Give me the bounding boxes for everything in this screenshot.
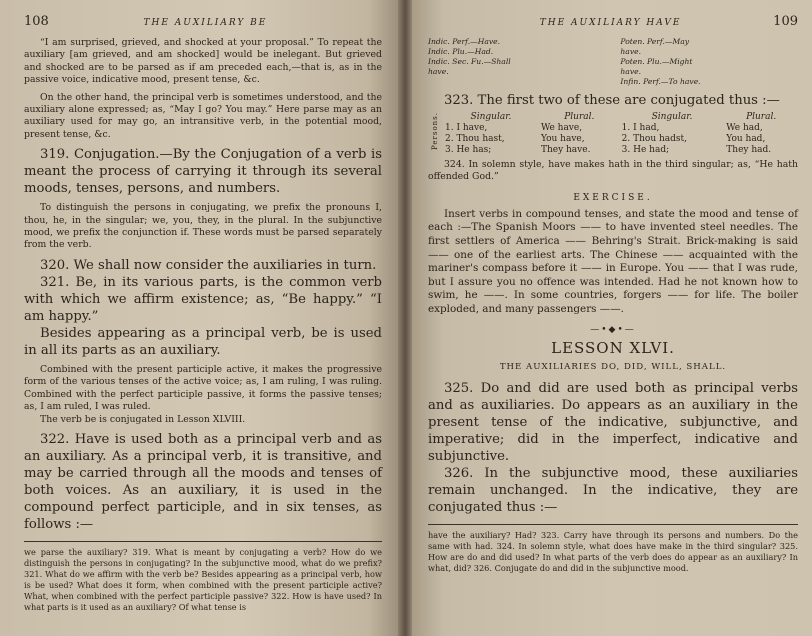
persons-label: Persons. — [431, 112, 439, 151]
conj-header: Plural. — [564, 112, 595, 122]
ornament-divider: —•◆•— — [590, 324, 636, 335]
left-running-head — [24, 14, 382, 29]
left-paragraph-2: On the other hand, the principal verb is sometimes understood, and the auxiliary alone expressed; as, “May I go? You may.” Here parse may as an auxiliary used for may go, an intransitive verb, in the potential mood, present tense, &c. — [24, 91, 382, 140]
lesson-subheading: THE AUXILIARIES DO, DID, WILL, SHALL. — [499, 361, 727, 372]
left-page — [0, 0, 400, 636]
exercise-text: Insert verbs in compound tenses, and state the mood and tense of each :—The Spanish Moors —— to have invented steel needles. The first settlers of America —— Behring's Strait. Brick-making is said —— one of the earliest arts. The Chinese —— acquainted with the mariner's compass before it —— in Europe. You —— that I was rude, but I assure you no offence was intended. Had he not known how to swim, he ——. In some countries, forgers —— for life. The boiler exploded, and many passengers ——. — [428, 207, 798, 315]
left-paragraph-4: To distinguish the persons in conjugating, we prefix the pronouns I, thou, he, in the singular; we, you, they, in the plural. In the subjunctive mood, we prefix the conjunction if. These words must be parsed separately from the verb. — [24, 202, 382, 251]
table-row — [428, 134, 798, 145]
lesson-heading: LESSON XLVI. — [551, 338, 675, 357]
right-footnote: have the auxiliary? Had? 323. Carry have through its persons and numbers. Do the same with had. 324. In solemn style, what does have make in the third singular? 325. How are do and did used? In what parts of the verb does do appear as an auxiliary? In what, did? 326. Conjugate do and did in the subjunctive mood. — [428, 529, 798, 573]
tense-forms — [428, 37, 798, 87]
section-322: 322. Have is used both as a principal verb and as an auxiliary. As a principal verb, it is transitive, and may be carried through all the moods and tenses of both voices. As an auxiliary, it is used in the compound perfect participle, and in six tenses, as follows :— — [24, 431, 382, 532]
section-321: 321. Be, in its various parts, is the common verb with which we affirm existence; as, “Be happy.” “I am happy.” — [24, 274, 382, 324]
tense-form: Poten. Plu.—Might have. — [620, 57, 693, 76]
conj-cell: You have, — [540, 134, 585, 144]
tense-forms-left — [428, 37, 606, 87]
left-paragraph-9: The verb be is conjugated in Lesson XLVIII. — [40, 413, 246, 425]
table-row — [428, 123, 798, 134]
table-row — [428, 145, 798, 156]
left-paragraph-8: Combined with the present participle active, it makes the progressive form of the various tenses of the active voice; as, I am ruling, I was ruling. Combined with the perfect participle passive, it forms the passive tenses; as, I am ruled, I was ruled. — [24, 363, 382, 413]
conj-cell: 3. He had; — [621, 145, 670, 155]
left-paragraph-7: Besides appearing as a principal verb, be is used in all its parts as an auxiliary. — [24, 325, 382, 358]
right-footnote-rule — [428, 524, 798, 525]
conj-cell: 1. I have, — [445, 123, 488, 133]
conj-cell: They have. — [540, 145, 591, 155]
left-running-title: THE AUXILIARY BE — [143, 18, 268, 28]
section-323: 323. The first two of these are conjugated thus :— — [444, 93, 780, 108]
right-page — [412, 0, 812, 636]
tense-forms-right — [620, 37, 798, 87]
left-page-number: 108 — [24, 14, 49, 29]
section-319: 319. Conjugation.—By the Conjugation of a verb is meant the process of carrying it through its several moods, tenses, persons, and numbers. — [24, 147, 382, 197]
conj-cell: We had, — [726, 123, 763, 133]
section-320: 320. We shall now consider the auxiliaries in turn. — [40, 257, 377, 273]
conj-header: Plural. — [746, 112, 777, 122]
right-page-number: 109 — [773, 14, 798, 29]
left-paragraph-1: “I am surprised, grieved, and shocked at your proposal.” To repeat the auxiliary [am grieved, and am shocked] would be inelegant. But grieved and shocked are to be parsed as if am preceded each,—that is, as in the passive voice, indicative mood, present tense, &c. — [24, 37, 382, 86]
conj-header: Singular. — [470, 112, 512, 122]
section-326: 326. In the subjunctive mood, these auxiliaries remain unchanged. In the indicative, they are conjugated thus :— — [428, 465, 798, 515]
exercise-heading: EXERCISE. — [573, 192, 653, 203]
conj-cell: You had, — [726, 134, 766, 144]
conj-cell: They had. — [726, 145, 772, 155]
tense-form: Indic. Perf.—Have. — [428, 37, 501, 46]
conj-cell: We have, — [540, 123, 583, 133]
conj-cell: 1. I had, — [621, 123, 660, 133]
conj-header: Singular. — [651, 112, 693, 122]
tense-form: Indic. Sec. Fu.—Shall have. — [428, 57, 511, 76]
conjugation-header-row — [428, 112, 798, 123]
section-325: 325. Do and did are used both as principal verbs and as auxiliaries. Do appears as an auxiliary in the present tense of the indicative, subjunctive, and imperative; did in the imperfect, indicative and subjunctive. — [428, 380, 798, 464]
tense-form: Indic. Plu.—Had. — [428, 47, 494, 56]
tense-form: Poten. Perf.—May have. — [620, 37, 690, 56]
conjugation-table — [428, 112, 798, 156]
right-running-title: THE AUXILIARY HAVE — [539, 18, 682, 28]
right-running-head — [428, 14, 798, 29]
left-footnote-rule — [24, 541, 382, 542]
section-324: 324. In solemn style, have makes hath in the third singular; as, “He hath offended God.” — [428, 159, 798, 183]
conj-cell: 2. Thou hadst, — [621, 134, 688, 144]
conj-cell: 2. Thou hast, — [445, 134, 505, 144]
conj-cell: 3. He has; — [445, 145, 492, 155]
left-footnote: we parse the auxiliary? 319. What is meant by conjugating a verb? How do we distinguish the persons in conjugating? In the subjunctive mood, what do we prefix? 321. What do we affirm with the verb be? Besides appearing as a principal verb, how is be used? What does it form, when combined with the present participle active? What, when combined with the perfect participle passive? 322. How is have used? In what parts is it used as an auxiliary? Of what tense is — [24, 546, 382, 612]
tense-form: Infin. Perf.—To have. — [620, 77, 701, 86]
